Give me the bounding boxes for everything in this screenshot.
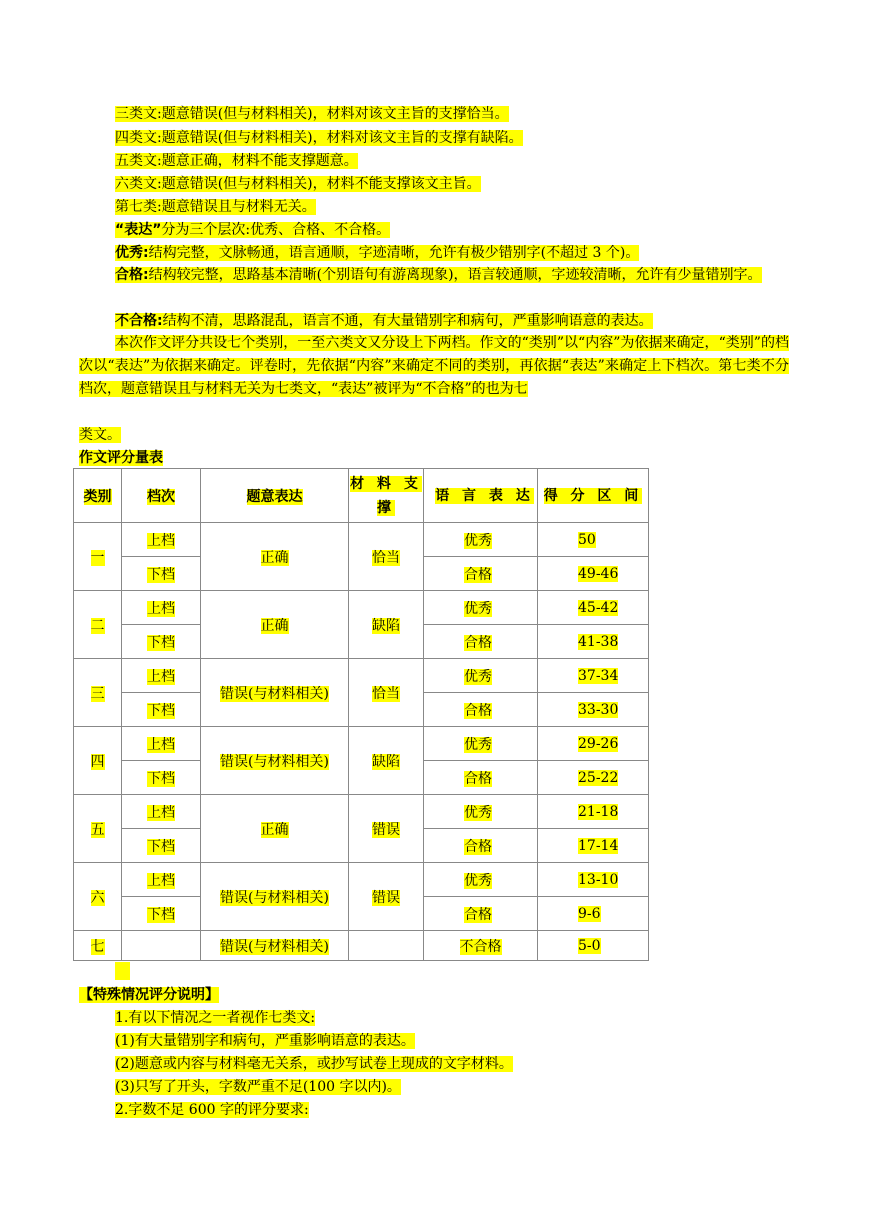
language-cell: 合格	[424, 897, 538, 931]
category-cell: 五	[74, 795, 122, 863]
material-cell: 错误	[349, 795, 424, 863]
language-cell: 不合格	[424, 931, 538, 961]
grade-cell: 下档	[122, 829, 201, 863]
header-grade: 档次	[122, 469, 201, 523]
topic-cell: 正确	[201, 591, 349, 659]
grade-cell: 上档	[122, 591, 201, 625]
topic-cell: 错误(与材料相关)	[201, 727, 349, 795]
language-cell: 优秀	[424, 659, 538, 693]
grading-table	[73, 468, 649, 961]
table-row-7	[74, 931, 649, 961]
grade-cell: 下档	[122, 761, 201, 795]
score-cell: 29-26	[538, 727, 649, 761]
material-cell: 缺陷	[349, 591, 424, 659]
topic-cell: 正确	[201, 523, 349, 591]
table-row-upper	[74, 659, 649, 693]
score-cell: 17-14	[538, 829, 649, 863]
topic-cell: 错误(与材料相关)	[201, 863, 349, 931]
table-row-upper	[74, 523, 649, 557]
category-line-3: 三类文:题意错误(但与材料相关)，材料对该文主旨的支撑恰当。	[115, 106, 509, 122]
score-cell: 49-46	[538, 557, 649, 591]
language-cell: 优秀	[424, 863, 538, 897]
category-cell: 七	[74, 931, 122, 961]
grade-cell: 上档	[122, 523, 201, 557]
grade-cell: 下档	[122, 625, 201, 659]
expression-title: “表达”分为三个层次:优秀、合格、不合格。	[115, 222, 391, 238]
empty-highlight-mark	[115, 962, 130, 980]
header-material: 材 料 支 撑	[349, 469, 424, 523]
expression-fail: 不合格:结构不清，思路混乱，语言不通，有大量错别字和病句，严重影响语意的表达。	[115, 313, 653, 329]
language-cell: 优秀	[424, 727, 538, 761]
table-title: 作文评分量表	[79, 450, 163, 466]
score-cell: 25-22	[538, 761, 649, 795]
material-cell	[349, 931, 424, 961]
grade-cell: 上档	[122, 727, 201, 761]
material-cell: 恰当	[349, 659, 424, 727]
language-cell: 优秀	[424, 523, 538, 557]
material-cell: 错误	[349, 863, 424, 931]
category-line-7: 第七类:题意错误且与材料无关。	[115, 199, 316, 215]
category-line-5: 五类文:题意正确，材料不能支撑题意。	[115, 153, 358, 169]
category-cell: 三	[74, 659, 122, 727]
topic-cell: 错误(与材料相关)	[201, 931, 349, 961]
score-cell: 41-38	[538, 625, 649, 659]
table-row-upper	[74, 795, 649, 829]
category-line-6: 六类文:题意错误(但与材料相关)，材料不能支撑该文主旨。	[115, 176, 481, 192]
category-cell: 二	[74, 591, 122, 659]
special-line-3: (2)题意或内容与材料毫无关系，或抄写试卷上现成的文字材料。	[115, 1056, 513, 1072]
score-cell: 50	[538, 523, 649, 557]
category-cell: 一	[74, 523, 122, 591]
grade-cell: 上档	[122, 659, 201, 693]
header-topic: 题意表达	[201, 469, 349, 523]
language-cell: 合格	[424, 829, 538, 863]
special-line-4: (3)只写了开头，字数严重不足(100 字以内)。	[115, 1079, 401, 1095]
header-language: 语 言 表 达	[424, 469, 538, 523]
grade-cell: 下档	[122, 897, 201, 931]
score-cell: 33-30	[538, 693, 649, 727]
header-category: 类别	[74, 469, 122, 523]
material-cell: 缺陷	[349, 727, 424, 795]
language-cell: 合格	[424, 557, 538, 591]
table-header-row	[74, 469, 649, 523]
special-line-1: 1.有以下情况之一者视作七类文:	[115, 1010, 316, 1026]
grade-cell	[122, 931, 201, 961]
grade-cell: 下档	[122, 693, 201, 727]
table-row-upper	[74, 591, 649, 625]
topic-cell: 正确	[201, 795, 349, 863]
grade-cell: 上档	[122, 863, 201, 897]
score-cell: 13-10	[538, 863, 649, 897]
score-cell: 45-42	[538, 591, 649, 625]
score-cell: 37-34	[538, 659, 649, 693]
score-cell: 5-0	[538, 931, 649, 961]
summary-paragraph: 本次作文评分共设七个类别，一至六类文又分设上下两档。作文的“类别”以“内容”为依据来确定，“类别”的档次以“表达”为依据来确定。评卷时，先依据“内容”来确定不同的类别，再依据“表达”来确定上下档次。第七类不分档次，题意错误且与材料无关为七类文，“表达”被评为“不合格”的也为七	[79, 335, 789, 397]
topic-cell: 错误(与材料相关)	[201, 659, 349, 727]
grade-cell: 上档	[122, 795, 201, 829]
language-cell: 合格	[424, 625, 538, 659]
category-cell: 四	[74, 727, 122, 795]
summary-tail: 类文。	[79, 427, 121, 443]
table-row-upper	[74, 863, 649, 897]
category-cell: 六	[74, 863, 122, 931]
special-title: 【特殊情况评分说明】	[79, 987, 219, 1003]
score-cell: 9-6	[538, 897, 649, 931]
category-line-4: 四类文:题意错误(但与材料相关)，材料对该文主旨的支撑有缺陷。	[115, 130, 523, 146]
table-row-upper	[74, 727, 649, 761]
expression-pass: 合格:结构较完整，思路基本清晰(个别语句有游离现象)，语言较通顺，字迹较清晰，允许有少量错别字。	[115, 267, 762, 283]
language-cell: 优秀	[424, 591, 538, 625]
special-line-2: (1)有大量错别字和病句，严重影响语意的表达。	[115, 1033, 415, 1049]
score-cell: 21-18	[538, 795, 649, 829]
header-score: 得 分 区 间	[538, 469, 649, 523]
language-cell: 优秀	[424, 795, 538, 829]
special-line-5: 2.字数不足 600 字的评分要求:	[115, 1102, 309, 1118]
language-cell: 合格	[424, 761, 538, 795]
expression-excellent: 优秀:结构完整，文脉畅通，语言通顺，字迹清晰，允许有极少错别字(不超过 3 个)。	[115, 245, 640, 261]
material-cell: 恰当	[349, 523, 424, 591]
grade-cell: 下档	[122, 557, 201, 591]
language-cell: 合格	[424, 693, 538, 727]
